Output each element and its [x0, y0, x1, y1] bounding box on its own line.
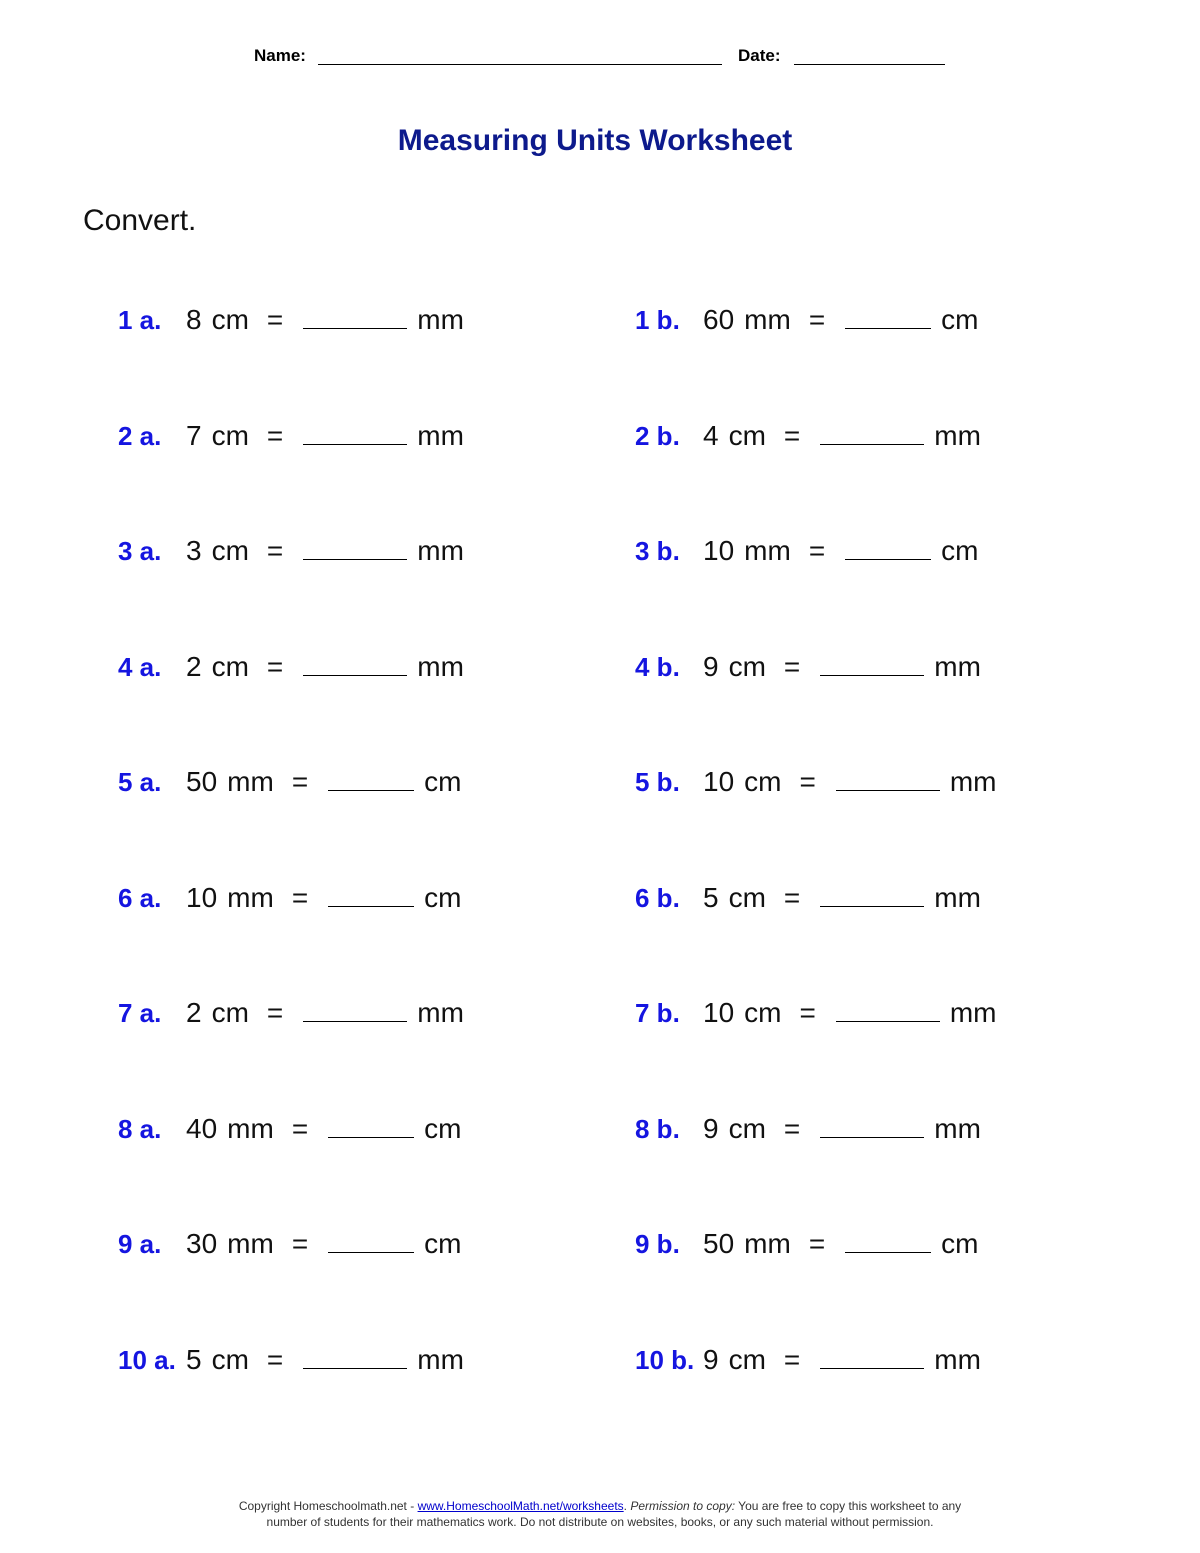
permission-label: Permission to copy:	[630, 1499, 736, 1513]
answer-blank[interactable]	[820, 880, 924, 907]
given-value: 8	[186, 304, 202, 335]
copyright-text: Copyright Homeschoolmath.net -	[238, 1499, 418, 1513]
equals-sign: =	[266, 1343, 284, 1375]
footer-separator: .	[623, 1499, 631, 1513]
equals-sign: =	[808, 535, 826, 566]
problem-expression	[186, 531, 464, 571]
given-value: 3	[186, 535, 202, 566]
problem-expression	[703, 993, 997, 1033]
problem-expression	[703, 1340, 981, 1380]
answer-blank[interactable]	[303, 302, 407, 329]
target-unit: cm	[424, 881, 462, 913]
answer-blank[interactable]	[303, 995, 407, 1022]
equals-sign: =	[808, 1228, 826, 1259]
from-unit: cm	[211, 419, 249, 451]
given-value: 5	[186, 1343, 202, 1375]
date-label: Date:	[738, 46, 781, 65]
problem-number: 1 b.	[635, 305, 680, 335]
from-unit: cm	[211, 650, 249, 682]
problem-expression	[186, 300, 464, 340]
worksheets-link[interactable]: www.HomeschoolMath.net/worksheets	[417, 1499, 624, 1513]
answer-blank[interactable]	[303, 533, 407, 560]
given-value: 50	[186, 766, 218, 797]
problem-number: 9 a.	[118, 1229, 162, 1259]
equals-sign: =	[291, 766, 309, 797]
problem-expression	[703, 647, 981, 687]
equals-sign: =	[799, 766, 816, 797]
problem-expression	[186, 1224, 462, 1264]
equals-sign: =	[783, 1112, 801, 1144]
problem-expression	[186, 1340, 464, 1380]
target-unit: mm	[949, 766, 997, 797]
from-unit: cm	[211, 1343, 249, 1375]
equals-sign: =	[266, 650, 284, 682]
problem-expression	[703, 300, 979, 340]
target-unit: mm	[934, 1112, 981, 1144]
footer	[0, 1498, 1200, 1530]
from-unit: cm	[728, 881, 766, 913]
problem-number: 10 b.	[635, 1344, 695, 1375]
answer-blank[interactable]	[820, 418, 924, 445]
equals-sign: =	[783, 419, 801, 451]
equals-sign: =	[266, 535, 284, 566]
footer-line-1	[0, 1498, 1200, 1514]
name-line	[318, 64, 722, 65]
equals-sign: =	[291, 1228, 309, 1259]
answer-blank[interactable]	[845, 302, 931, 329]
given-value: 2	[186, 650, 202, 682]
target-unit: mm	[417, 535, 464, 566]
answer-blank[interactable]	[820, 1111, 924, 1138]
problem-expression	[703, 531, 979, 571]
given-value: 10	[703, 997, 735, 1028]
permission-text: You are free to copy this worksheet to any	[735, 1499, 962, 1513]
problem-number: 9 b.	[635, 1229, 680, 1259]
from-unit: mm	[227, 881, 274, 913]
given-value: 9	[703, 1343, 719, 1375]
answer-blank[interactable]	[328, 880, 414, 907]
problem-number: 2 a.	[118, 420, 162, 451]
answer-blank[interactable]	[845, 1226, 931, 1253]
equals-sign: =	[291, 881, 309, 913]
name-label: Name:	[254, 46, 306, 65]
answer-blank[interactable]	[845, 533, 931, 560]
target-unit: mm	[934, 881, 981, 913]
answer-blank[interactable]	[328, 764, 414, 791]
given-value: 5	[703, 881, 719, 913]
target-unit: mm	[417, 650, 464, 682]
given-value: 40	[186, 1112, 218, 1144]
from-unit: mm	[744, 1228, 791, 1259]
date-line	[794, 64, 945, 65]
given-value: 10	[186, 881, 218, 913]
problem-number: 3 b.	[635, 536, 680, 566]
from-unit: mm	[227, 1228, 274, 1259]
from-unit: cm	[744, 997, 782, 1028]
problem-number: 6 a.	[118, 882, 162, 913]
given-value: 2	[186, 997, 202, 1028]
problem-number: 5 a.	[118, 767, 162, 797]
target-unit: cm	[424, 1112, 462, 1144]
given-value: 4	[703, 419, 719, 451]
target-unit: mm	[417, 1343, 464, 1375]
target-unit: mm	[934, 650, 981, 682]
equals-sign: =	[266, 419, 284, 451]
problem-number: 7 a.	[118, 998, 162, 1028]
problem-expression	[186, 762, 462, 802]
given-value: 7	[186, 419, 202, 451]
answer-blank[interactable]	[836, 995, 940, 1022]
given-value: 9	[703, 1112, 719, 1144]
problem-expression	[703, 416, 981, 456]
instruction-text: Convert.	[83, 204, 197, 237]
problem-number: 3 a.	[118, 536, 162, 566]
problem-expression	[703, 878, 981, 918]
target-unit: cm	[941, 304, 979, 335]
from-unit: mm	[744, 535, 791, 566]
from-unit: cm	[211, 304, 249, 335]
problem-number: 1 a.	[118, 305, 162, 335]
given-value: 10	[703, 535, 735, 566]
target-unit: mm	[417, 304, 464, 335]
from-unit: cm	[728, 419, 766, 451]
problem-expression	[186, 647, 464, 687]
problem-number: 4 b.	[635, 651, 680, 682]
equals-sign: =	[808, 304, 826, 335]
target-unit: mm	[417, 419, 464, 451]
answer-blank[interactable]	[328, 1111, 414, 1138]
footer-line-2: number of students for their mathematics work. Do not distribute on websites, books, or any such material without permission.	[266, 1515, 934, 1529]
target-unit: mm	[934, 1343, 981, 1375]
answer-blank[interactable]	[303, 1342, 407, 1369]
problem-expression	[186, 416, 464, 456]
given-value: 10	[703, 766, 735, 797]
problem-expression	[703, 1224, 979, 1264]
target-unit: mm	[934, 419, 981, 451]
from-unit: mm	[227, 766, 274, 797]
given-value: 9	[703, 650, 719, 682]
given-value: 50	[703, 1228, 735, 1259]
problem-number: 10 a.	[118, 1344, 176, 1375]
from-unit: cm	[211, 997, 249, 1028]
problem-number: 4 a.	[118, 651, 162, 682]
target-unit: mm	[417, 997, 464, 1028]
equals-sign: =	[783, 1343, 801, 1375]
problem-expression	[186, 878, 462, 918]
problem-expression	[703, 1109, 981, 1149]
equals-sign: =	[291, 1112, 309, 1144]
from-unit: cm	[744, 766, 782, 797]
problem-expression	[186, 1109, 462, 1149]
from-unit: mm	[744, 304, 791, 335]
problem-expression	[703, 762, 997, 802]
answer-blank[interactable]	[328, 1226, 414, 1253]
worksheet-title: Measuring Units Worksheet	[397, 124, 793, 157]
equals-sign: =	[783, 650, 801, 682]
problem-number: 8 b.	[635, 1113, 680, 1144]
target-unit: cm	[941, 535, 979, 566]
from-unit: cm	[728, 1343, 766, 1375]
problem-number: 2 b.	[635, 420, 680, 451]
from-unit: cm	[728, 1112, 766, 1144]
problem-number: 7 b.	[635, 998, 680, 1028]
answer-blank[interactable]	[820, 1342, 924, 1369]
answer-blank[interactable]	[836, 764, 940, 791]
equals-sign: =	[266, 997, 284, 1028]
from-unit: mm	[227, 1112, 274, 1144]
answer-blank[interactable]	[820, 649, 924, 676]
problem-number: 6 b.	[635, 882, 680, 913]
header	[0, 44, 1200, 68]
answer-blank[interactable]	[303, 418, 407, 445]
problem-expression	[186, 993, 464, 1033]
equals-sign: =	[783, 881, 801, 913]
given-value: 60	[703, 304, 735, 335]
target-unit: cm	[424, 1228, 462, 1259]
problem-number: 8 a.	[118, 1113, 162, 1144]
from-unit: cm	[211, 535, 249, 566]
given-value: 30	[186, 1228, 218, 1259]
answer-blank[interactable]	[303, 649, 407, 676]
from-unit: cm	[728, 650, 766, 682]
equals-sign: =	[799, 997, 816, 1028]
target-unit: cm	[424, 766, 462, 797]
problem-number: 5 b.	[635, 767, 680, 797]
target-unit: cm	[941, 1228, 979, 1259]
equals-sign: =	[266, 304, 284, 335]
target-unit: mm	[949, 997, 997, 1028]
